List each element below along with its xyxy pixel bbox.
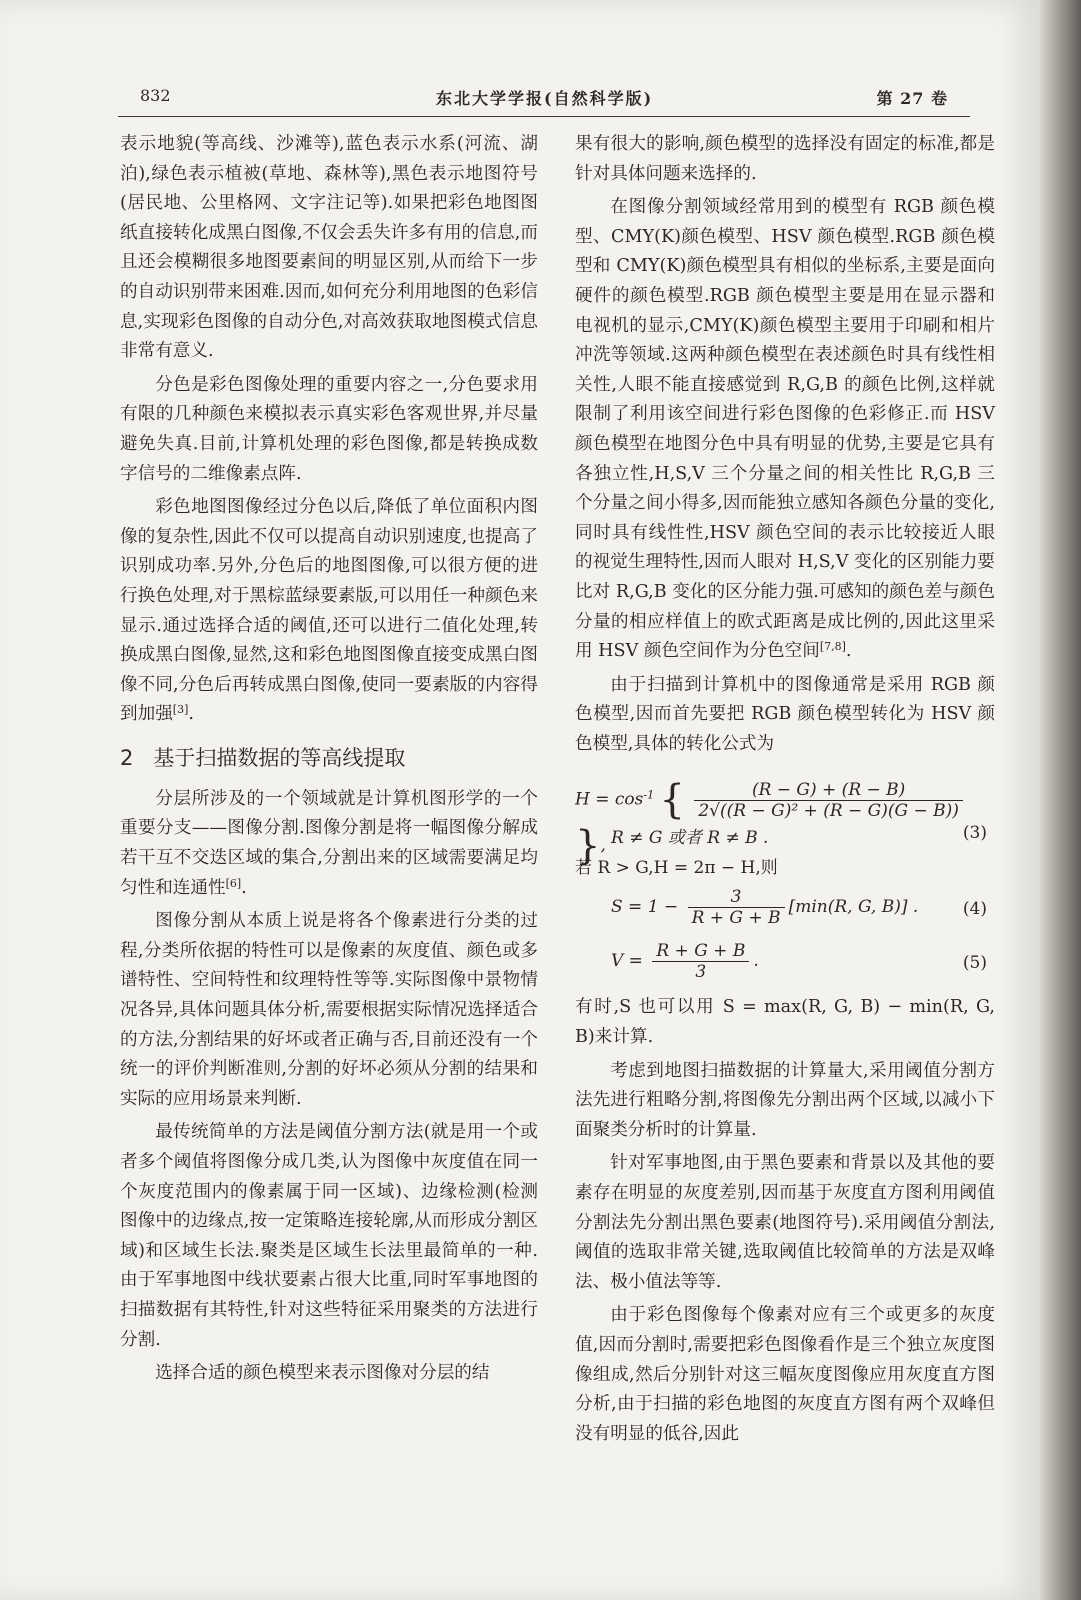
section-number: 2: [120, 745, 134, 770]
eq4-tail: [min(R, G, B)] .: [788, 897, 919, 918]
running-header: [118, 76, 970, 117]
eq3-lhs: H = cos: [575, 789, 644, 810]
paragraph-text: 在图像分割领域经常用到的模型有 RGB 颜色模型、CMY(K)颜色模型、HSV 颜色模型.RGB 颜色模型和 CMY(K)颜色模型具有相似的坐标系,主要是面向硬件的颜色模型.RGB 颜色模型主要是用在显示器和电视机的显示,CMY(K)颜色模型主要用于印刷和相片冲洗等领域.这两种颜色模型在表述颜色时具有线性相关性,人眼不能直接感觉到 R,G,B 的颜色比例,这样就限制了利用该空间进行彩色图像的色彩修正.而 HSV 颜色模型在地图分色中具有明显的优势,主要是它具有各独立性,H,S,V 三个分量之间的相关性比 R,G,B 三个分量之间小得多,因而能独立感知各颜色分量的变化,同时具有线性性,HSV 颜色空间的表示比较接近人眼的视觉生理特性,因而人眼对 H,S,V 变化的区别能力要比对 R,G,B 变化的区分能力强.可感知的颜色差与颜色分量的相应样值上的欧式距离是成比例的,因此这里采用 HSV 颜色空间作为分色空间: [575, 197, 995, 662]
paragraph: 考虑到地图扫描数据的计算量大,采用阈值分割方法先进行粗略分割,将图像先分割出两个区域,以减小下面聚类分析时的计算量.: [575, 1060, 995, 1140]
paragraph: [120, 785, 538, 903]
eq5-label: (5): [962, 953, 987, 974]
eq4-fraction: [688, 887, 785, 928]
page-edge: [1040, 0, 1081, 1600]
equation-3-condition: [575, 821, 995, 851]
eq5-tail: .: [753, 951, 759, 972]
paragraph-end: .: [845, 641, 852, 662]
paragraph: 有时,S 也可以用 S = max(R, G, B) − min(R, G, B)来计算.: [575, 997, 995, 1048]
paragraph: 选择合适的颜色模型来表示图像对分层的结: [155, 1363, 490, 1384]
paragraph: 由于扫描到计算机中的图像通常是采用 RGB 颜色模型,因而首先要把 RGB 颜色模型转化为 HSV 颜色模型,具体的转化公式为: [575, 674, 995, 754]
right-column: [575, 130, 995, 1449]
eq4-numerator: 3: [688, 887, 785, 908]
page-number: 832: [140, 86, 171, 105]
paragraph-text: 彩色地图图像经过分色以后,降低了单位面积内图像的复杂性,因此不仅可以提高自动识别速度,也提高了识别成功率.另外,分色后的地图图像,可以很方便的进行换色处理,对于黑棕蓝绿要素版,可以用任一种颜色来显示.通过选择合适的阈值,还可以进行二值化处理,转换成黑白图像,显然,这和彩色地图图像直接变成黑白图像不同,分色后再转成黑白图像,使同一要素版的内容得到加强: [120, 497, 538, 725]
paragraph: 表示地貌(等高线、沙滩等),蓝色表示水系(河流、湖泊),绿色表示植被(草地、森林等),黑色表示地图符号(居民地、公里格网、文字注记等).如果把彩色地图图纸直接转化成黑白图像,不仅会丢失许多有用的信息,而且还会模糊很多地图要素间的明显区别,从而给下一步的自动识别带来困难.因而,如何充分利用地图的色彩信息,实现彩色图像的自动分色,对高效获取地图模式信息非常有意义.: [120, 134, 538, 362]
equation-if: [575, 851, 995, 881]
eq3-condition: R ≠ G 或者 R ≠ B .: [611, 828, 769, 849]
journal-title: 东北大学学报(自然科学版): [436, 89, 654, 108]
equation-4: [575, 881, 995, 937]
eq3-label: (3): [962, 823, 987, 844]
eq4-denominator: R + G + B: [691, 908, 781, 929]
eq4-lhs: S = 1 −: [611, 897, 679, 918]
eq3-denominator: 2√((R − G)² + (R − G)(G − B)): [698, 800, 959, 821]
eq3-sup: -1: [643, 788, 655, 802]
citation: [6]: [225, 876, 242, 890]
eq3-tail: ,: [600, 835, 606, 856]
section-heading: [120, 744, 538, 773]
eq3-numerator: (R − G) + (R − B): [694, 780, 963, 801]
left-brace-icon: {: [659, 777, 685, 824]
left-column: [120, 130, 538, 1389]
eq5-numerator: R + G + B: [652, 941, 749, 962]
paragraph-end: .: [188, 704, 194, 725]
paragraph: 果有很大的影响,颜色模型的选择没有固定的标准,都是针对具体问题来选择的.: [575, 134, 995, 184]
paragraph: 最传统简单的方法是阈值分割方法(就是用一个或者多个阈值将图像分成几类,认为图像中灰度值在同一个灰度范围内的像素属于同一区域)、边缘检测(检测图像中的边缘点,按一定策略连接轮廓,从而形成分割区域)和区域生长法.聚类是区域生长法里最简单的一种.由于军事地图中线状要素占很大比重,同时军事地图的扫描数据有其特性,针对这些特征采用聚类的方法进行分割.: [120, 1122, 538, 1350]
paragraph-text: 分层所涉及的一个领域就是计算机图形学的一个重要分支——图像分割.图像分割是将一幅图像分解成若干互不交迭区域的集合,分割出来的区域需要满足均匀性和连通性: [120, 788, 538, 898]
paragraph-end: .: [241, 877, 247, 898]
citation: [7,8]: [819, 640, 846, 654]
eq4-label: (4): [962, 899, 987, 920]
eq5-denominator: 3: [695, 962, 707, 983]
right-brace-icon: }: [575, 823, 601, 870]
eq5-lhs: V =: [611, 951, 643, 972]
eq5-fraction: [652, 941, 749, 982]
citation: [3]: [172, 703, 189, 717]
paragraph: [575, 193, 995, 667]
paragraph: 针对军事地图,由于黑色要素和背景以及其他的要素存在明显的灰度差别,因而基于灰度直方图利用阈值分割法先分割出黑色要素(地图符号).采用阈值分割法,阈值的选取非常关键,选取阈值比较简单的方法是双峰法、极小值法等等.: [575, 1153, 995, 1292]
eq-if-text: 若 R > G,H = 2π − H,则: [575, 858, 778, 879]
paragraph: 图像分割从本质上说是将各个像素进行分类的过程,分类所依据的特性可以是像素的灰度值、颜色或多谱特性、空间特性和纹理特性等等.实际图像中景物情况各异,具体问题具体分析,需要根据实际情况选择适合的方法,分割结果的好坏或者正确与否,目前还没有一个统一的评价判断准则,分割的好坏必须从分割的结果和实际的应用场景来判断.: [120, 911, 538, 1109]
volume-label: 第 27 卷: [876, 89, 948, 108]
paragraph: 由于彩色图像每个像素对应有三个或更多的灰度值,因而分割时,需要把彩色图像看作是三个独立灰度图像组成,然后分别针对这三幅灰度图像应用灰度直方图分析,由于扫描的彩色地图的灰度直方图有两个双峰但没有明显的低谷,因此: [575, 1305, 995, 1444]
eq3-fraction: [694, 780, 963, 821]
section-title: 基于扫描数据的等高线提取: [153, 745, 406, 770]
paragraph: [120, 493, 538, 730]
equation-5: [575, 937, 995, 993]
paragraph: 分色是彩色图像处理的重要内容之一,分色要求用有限的几种颜色来模拟表示真实彩色客观世界,并尽量避免失真.目前,计算机处理的彩色图像,都是转换成数字信号的二维像素点阵.: [120, 374, 538, 484]
